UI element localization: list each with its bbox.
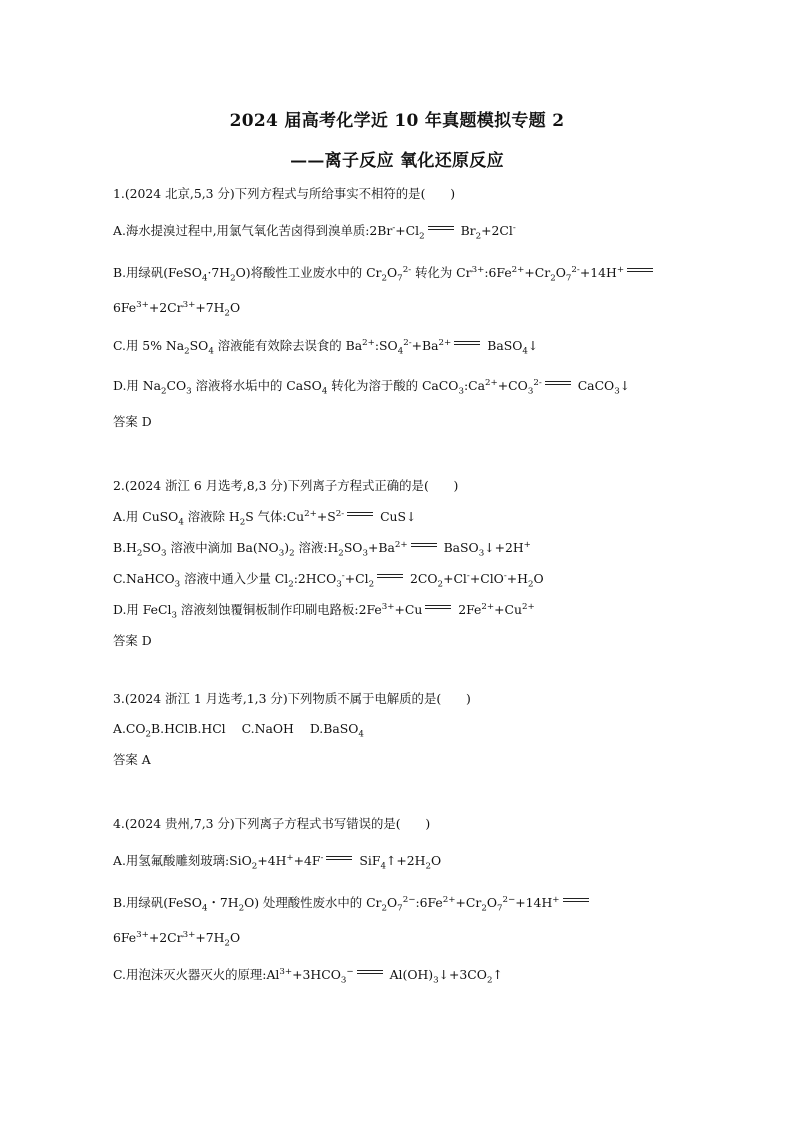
page-subtitle: ——离子反应 氧化还原反应 (290, 151, 504, 171)
question-2-answer-value: D (141, 633, 152, 648)
equals-sign-icon (545, 381, 571, 386)
question-1-answer-value: D (141, 414, 152, 429)
question-4-option-b-cont: $6Fe^{3+}+2Cr^{3+}+7H_2O$ (113, 929, 241, 949)
question-2-stem: 2.(2024 浙江 6 月选考,8,3 分)下列离子方程式正确的是( ) (113, 478, 459, 493)
equals-sign-icon (425, 605, 451, 610)
question-4-option-b: B.用绿矾(FeSO$_4$・$7H_2O$) 处理酸性废水中的 $Cr_2O_7^{2-}:6Fe^{2+}+Cr_2O_7^{2-}+14H^+$ (113, 895, 592, 911)
question-4-option-c: C.用泡沫灭火器灭火的原理$:Al^{3+}+3HCO_3^-$ $Al(OH)_3↓+3CO_2↑$ (113, 966, 503, 986)
equals-sign-icon (428, 226, 454, 231)
equals-sign-icon (347, 512, 373, 517)
equals-sign-icon (563, 898, 589, 903)
equals-sign-icon (357, 970, 383, 975)
question-2-option-b: $B.H_2SO_3$ 溶液中滴加 $Ba(NO_3)_2$ 溶液$:H_2SO_3+Ba^{2+}$ BaSO$_3$↓+2H+ (113, 539, 531, 559)
equals-sign-icon (326, 856, 352, 861)
question-3-answer-value: A (141, 752, 151, 767)
question-4-option-a: A.用氢氟酸雕刻玻璃:SiO$_2$+4H++4F- $SiF_4↑+2H_2O$ (113, 852, 442, 872)
equals-sign-icon (411, 543, 437, 548)
question-1-option-b: B.用绿矾$(FeSO_4\cdot 7H_2O)$将酸性工业废水中的 $Cr_2O_7^{2-}$ 转化为 $Cr^{3+}:6Fe^{2+}+Cr_2O_7^{2-}+14H^+$ (113, 265, 656, 281)
equals-sign-icon (454, 341, 480, 346)
question-3-answer: 答案 A (113, 752, 151, 767)
question-1-answer: 答案 D (113, 414, 152, 429)
equals-sign-icon (377, 574, 403, 579)
question-3-options: $A.CO_2B.HClB.HCl$ C.NaOH D.BaSO$_4$ (113, 721, 364, 740)
question-1-option-d: D.用 $Na_2CO_3$ 溶液将水垢中的 CaSO$_4$ 转化为溶于酸的 $CaCO_3:Ca^{2+}+CO_3^{2-}$ CaCO$_3$↓ (113, 377, 631, 397)
question-2-option-a: A.用 CuSO$_4$ 溶液除 $H_2S$ 气体$:Cu^{2+}+S^{2-}$ CuS↓ (113, 508, 417, 528)
question-1-option-b-cont: $6Fe^{3+}+2Cr^{3+}+7H_2O$ (113, 299, 241, 319)
question-1-stem: 1.(2024 北京,5,3 分)下列方程式与所给事实不相符的是( ) (113, 186, 456, 201)
question-1-option-c: C.用 5% $Na_2SO_4$ 溶液能有效除去误食的 $Ba^{2+}:SO_4^{2-}+Ba^{2+}$ BaSO$_4$↓ (113, 337, 539, 357)
question-4-stem: 4.(2024 贵州,7,3 分)下列离子方程式书写错误的是( ) (113, 816, 431, 831)
question-2-option-d: D.用 FeCl$_3$ 溶液刻蚀覆铜板制作印刷电路板$:2Fe^{3+}+Cu$ $2Fe^{2+}+Cu^{2+}$ (113, 601, 535, 621)
question-3-stem: 3.(2024 浙江 1 月选考,1,3 分)下列物质不属于电解质的是( ) (113, 691, 471, 706)
question-1-option-a: A.海水提溴过程中,用氯气氧化苦卤得到溴单质$:2Br^-+Cl_2$ $Br_2+2Cl^-$ (113, 222, 516, 242)
page-title: 2024 届高考化学近 10 年真题模拟专题 2 (229, 111, 565, 131)
question-2-option-c: C.NaHCO$_3$ 溶液中通入少量 $Cl_2:2HCO_3^-+Cl_2$ $2CO_2+Cl^-+ClO^-+H_2O$ (113, 570, 544, 590)
question-2-answer: 答案 D (113, 633, 152, 648)
equals-sign-icon (627, 268, 653, 273)
